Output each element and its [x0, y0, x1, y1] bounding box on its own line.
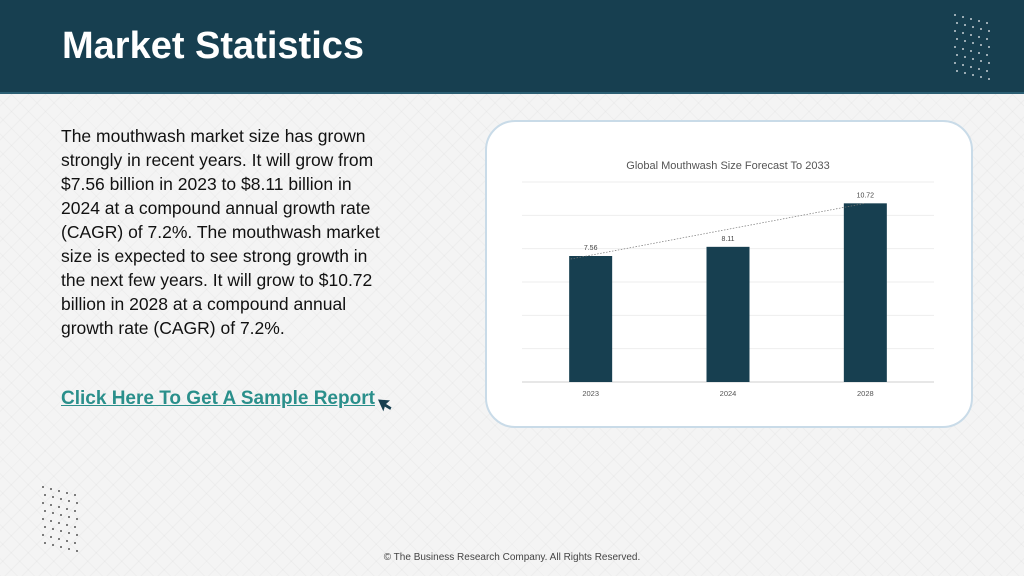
- decorative-dots-bottom: [42, 486, 82, 552]
- decorative-dot: [972, 74, 974, 76]
- decorative-dot: [50, 504, 52, 506]
- x-tick-label: 2028: [856, 389, 874, 398]
- decorative-dot: [58, 506, 60, 508]
- decorative-dot: [58, 522, 60, 524]
- decorative-dot: [964, 24, 966, 26]
- decorative-dot: [956, 70, 958, 72]
- decorative-dot: [68, 500, 70, 502]
- decorative-dot: [986, 22, 988, 24]
- decorative-dot: [52, 512, 54, 514]
- decorative-dot: [980, 76, 982, 78]
- decorative-dot: [74, 494, 76, 496]
- decorative-dot: [980, 28, 982, 30]
- decorative-dot: [60, 546, 62, 548]
- decorative-dot: [68, 516, 70, 518]
- data-label: 10.72: [856, 192, 875, 200]
- bar: [844, 203, 887, 382]
- decorative-dot: [50, 520, 52, 522]
- bar: [707, 247, 750, 382]
- chart-card: [485, 120, 973, 428]
- decorative-dot: [956, 22, 958, 24]
- decorative-dot: [66, 540, 68, 542]
- header-bar: [0, 0, 1024, 94]
- market-description: The mouthwash market size has grown strongly in recent years. It will grow from $7.56 billion in 2023 to $8.11 billion in 2024 at a compound annual growth rate (CAGR) of 7.2%. The mouthwash market size is expected to see strong growth in the next few years. It will grow to $10.72 billion in 2028 at a compound annual growth rate (CAGR) of 7.2%.: [61, 126, 380, 338]
- decorative-dot: [58, 490, 60, 492]
- decorative-dot: [60, 498, 62, 500]
- decorative-dot: [972, 42, 974, 44]
- decorative-dot: [978, 52, 980, 54]
- decorative-dot: [970, 34, 972, 36]
- decorative-dot: [50, 488, 52, 490]
- sample-report-link[interactable]: Click Here To Get A Sample Report: [61, 388, 375, 409]
- decorative-dot: [986, 38, 988, 40]
- decorative-dot: [964, 72, 966, 74]
- decorative-dot: [964, 56, 966, 58]
- decorative-dot: [956, 54, 958, 56]
- decorative-dot: [74, 510, 76, 512]
- page-title: Market Statistics: [62, 25, 365, 67]
- decorative-dot: [42, 534, 44, 536]
- decorative-dot: [988, 78, 990, 80]
- decorative-dot: [980, 44, 982, 46]
- decorative-dot: [970, 66, 972, 68]
- decorative-dot: [988, 46, 990, 48]
- decorative-dot: [74, 542, 76, 544]
- decorative-dot: [42, 486, 44, 488]
- decorative-dot: [42, 518, 44, 520]
- decorative-dot: [44, 510, 46, 512]
- decorative-dot: [978, 20, 980, 22]
- decorative-dot: [980, 60, 982, 62]
- decorative-dot: [52, 544, 54, 546]
- decorative-dot: [988, 62, 990, 64]
- decorative-dot: [956, 38, 958, 40]
- decorative-dot: [972, 58, 974, 60]
- bar: [569, 256, 612, 382]
- footer-copyright: © The Business Research Company. All Rights Reserved.: [383, 552, 641, 563]
- decorative-dot: [986, 54, 988, 56]
- decorative-dot: [52, 528, 54, 530]
- decorative-dot: [66, 524, 68, 526]
- decorative-dot: [44, 494, 46, 496]
- data-label: 7.56: [583, 245, 598, 252]
- cursor-arrow-icon: [378, 396, 394, 412]
- decorative-dot: [68, 548, 70, 550]
- decorative-dot: [978, 68, 980, 70]
- decorative-dot: [42, 502, 44, 504]
- decorative-dot: [66, 508, 68, 510]
- decorative-dot: [44, 526, 46, 528]
- decorative-dot: [76, 518, 78, 520]
- bar-chart: [487, 122, 971, 426]
- decorative-dot: [76, 534, 78, 536]
- decorative-dot: [988, 30, 990, 32]
- decorative-dot: [50, 536, 52, 538]
- decorative-dot: [954, 62, 956, 64]
- chart-title: Global Mouthwash Size Forecast To 2033: [626, 160, 830, 172]
- decorative-dot: [60, 530, 62, 532]
- decorative-dot: [954, 14, 956, 16]
- x-tick-label: 2024: [719, 389, 737, 398]
- decorative-dot: [74, 526, 76, 528]
- decorative-dot: [962, 32, 964, 34]
- decorative-dots-top: [954, 14, 994, 80]
- decorative-dot: [970, 50, 972, 52]
- decorative-dot: [986, 70, 988, 72]
- decorative-dot: [972, 26, 974, 28]
- decorative-dot: [962, 64, 964, 66]
- decorative-dot: [44, 542, 46, 544]
- x-tick-label: 2023: [582, 389, 600, 398]
- decorative-dot: [978, 36, 980, 38]
- decorative-dot: [52, 496, 54, 498]
- decorative-dot: [970, 18, 972, 20]
- data-label: 8.11: [721, 235, 735, 243]
- decorative-dot: [954, 30, 956, 32]
- decorative-dot: [58, 538, 60, 540]
- decorative-dot: [962, 48, 964, 50]
- decorative-dot: [964, 40, 966, 42]
- decorative-dot: [60, 514, 62, 516]
- decorative-dot: [76, 502, 78, 504]
- decorative-dot: [954, 46, 956, 48]
- decorative-dot: [962, 16, 964, 18]
- decorative-dot: [68, 532, 70, 534]
- decorative-dot: [66, 492, 68, 494]
